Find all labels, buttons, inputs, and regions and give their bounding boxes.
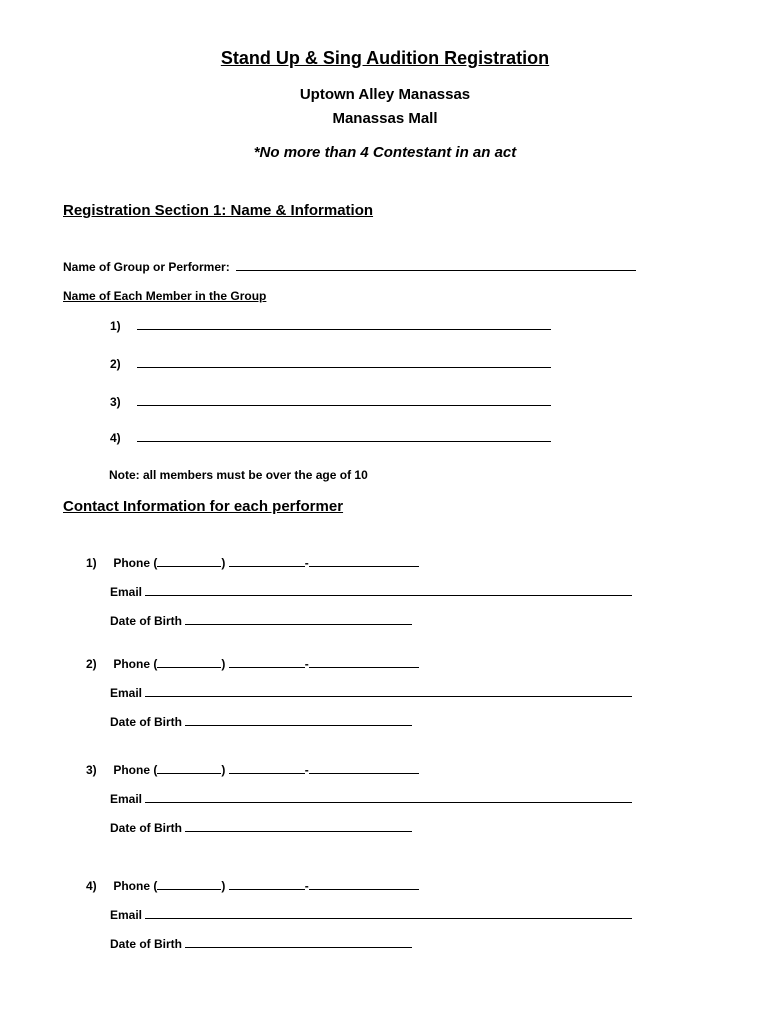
performer-number: 2) <box>86 657 97 671</box>
contestant-limit-note: *No more than 4 Contestant in an act <box>253 144 517 161</box>
dob-field[interactable] <box>185 820 412 832</box>
phone-label: Phone ( <box>113 657 158 671</box>
section1-heading: Registration Section 1: Name & Information <box>63 202 374 219</box>
member-number: 2) <box>110 357 121 371</box>
phone-prefix-field[interactable] <box>229 878 305 890</box>
members-heading: Name of Each Member in the Group <box>63 289 267 303</box>
dob-field[interactable] <box>185 714 412 726</box>
performer-dob-row <box>110 820 412 835</box>
member-name-field[interactable] <box>137 394 551 406</box>
member-row <box>110 318 551 333</box>
age-note: Note: all members must be over the age of 10 <box>109 468 368 482</box>
phone-prefix-field[interactable] <box>229 656 305 668</box>
performer-email-row <box>110 791 632 806</box>
performer-phone-row: 2) Phone ( ) - <box>86 656 419 671</box>
performer-phone-row: 1) Phone ( ) - <box>86 555 419 570</box>
dob-field[interactable] <box>185 936 412 948</box>
member-number: 3) <box>110 395 121 409</box>
phone-area-code-field[interactable] <box>157 555 221 567</box>
member-name-field[interactable] <box>137 356 551 368</box>
phone-label: Phone ( <box>113 556 158 570</box>
performer-phone-row: 4) Phone ( ) - <box>86 878 419 893</box>
email-label: Email <box>110 908 143 922</box>
phone-prefix-field[interactable] <box>229 762 305 774</box>
phone-line-field[interactable] <box>309 555 419 567</box>
email-field[interactable] <box>145 907 632 919</box>
phone-label: Phone ( <box>113 879 158 893</box>
member-row <box>110 394 551 409</box>
performer-dob-row <box>110 613 412 628</box>
dob-label: Date of Birth <box>110 937 182 951</box>
member-row <box>110 356 551 371</box>
email-field[interactable] <box>145 791 632 803</box>
dob-label: Date of Birth <box>110 821 182 835</box>
phone-area-code-field[interactable] <box>157 878 221 890</box>
performer-number: 1) <box>86 556 97 570</box>
email-field[interactable] <box>145 685 632 697</box>
contact-heading: Contact Information for each performer <box>63 498 344 515</box>
member-name-field[interactable] <box>137 318 551 330</box>
member-number: 1) <box>110 319 121 333</box>
phone-label: Phone ( <box>113 763 158 777</box>
performer-dob-row <box>110 714 412 729</box>
dob-field[interactable] <box>185 613 412 625</box>
phone-line-field[interactable] <box>309 656 419 668</box>
dob-label: Date of Birth <box>110 614 182 628</box>
member-row <box>110 430 551 445</box>
performer-number: 4) <box>86 879 97 893</box>
performer-email-row <box>110 584 632 599</box>
performer-dob-row <box>110 936 412 951</box>
email-field[interactable] <box>145 584 632 596</box>
email-label: Email <box>110 686 143 700</box>
email-label: Email <box>110 585 143 599</box>
email-label: Email <box>110 792 143 806</box>
member-name-field[interactable] <box>137 430 551 442</box>
dob-label: Date of Birth <box>110 715 182 729</box>
performer-email-row <box>110 907 632 922</box>
page-title: Stand Up & Sing Audition Registration <box>220 48 550 68</box>
group-name-field[interactable] <box>236 259 636 271</box>
group-name-row <box>63 259 636 274</box>
member-number: 4) <box>110 431 121 445</box>
performer-phone-row: 3) Phone ( ) - <box>86 762 419 777</box>
group-name-label: Name of Group or Performer: <box>63 260 230 274</box>
phone-line-field[interactable] <box>309 762 419 774</box>
venue-location: Manassas Mall <box>332 110 438 127</box>
phone-area-code-field[interactable] <box>157 762 221 774</box>
venue-name: Uptown Alley Manassas <box>299 86 471 103</box>
performer-number: 3) <box>86 763 97 777</box>
performer-email-row <box>110 685 632 700</box>
phone-area-code-field[interactable] <box>157 656 221 668</box>
phone-line-field[interactable] <box>309 878 419 890</box>
phone-prefix-field[interactable] <box>229 555 305 567</box>
